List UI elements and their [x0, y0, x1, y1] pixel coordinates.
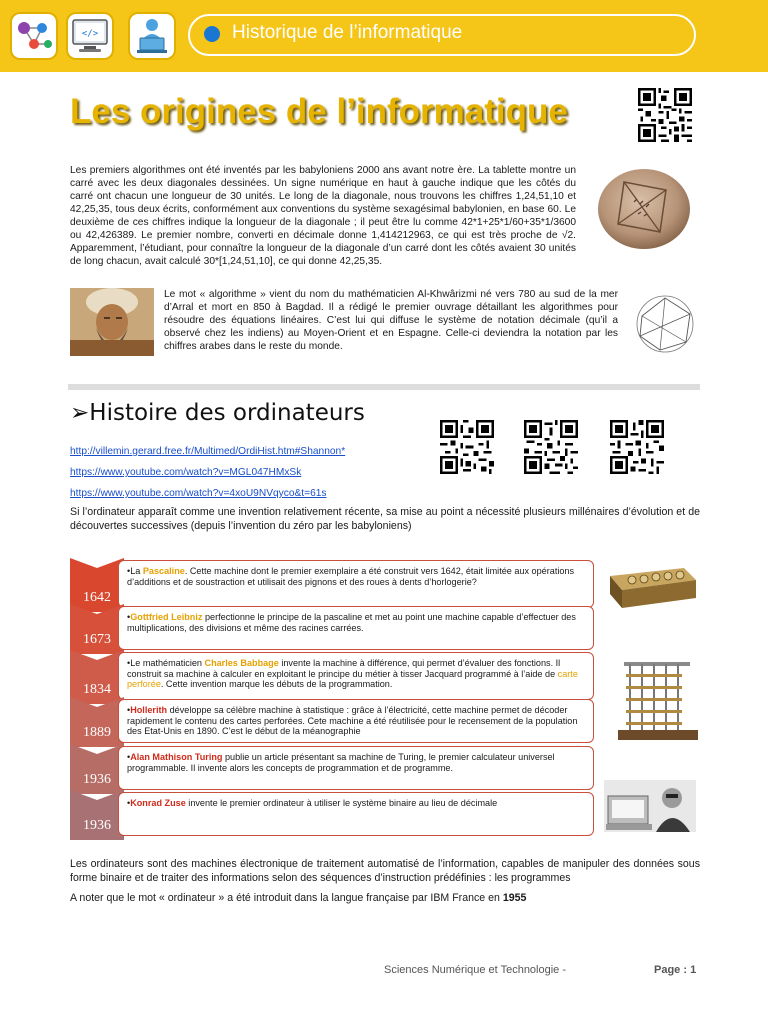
section-divider [68, 384, 700, 390]
timeline-year-4 [70, 744, 124, 794]
timeline-entry-name: Charles Babbage [204, 658, 279, 668]
closing-note-text: A noter que le mot « ordinateur » a été introduit dans la langue française par IBM France en [70, 892, 503, 904]
timeline-entry-text: invente la machine à différence, qui permet d’évaluer des fonctions. Il construit sa machine à calculer en exploitant le principe du métier à tisser Jacquard programmé à l’aide de carte perforée. Cette invention marque les débuts de la programmation. [127, 658, 578, 690]
qr-code-icon[interactable] [440, 420, 494, 474]
timeline-entry-name: Hollerith [130, 705, 168, 715]
timeline-year-2 [70, 650, 124, 704]
closing-paragraph: Les ordinateurs sont des machines électronique de traitement automatisé de l’information, capables de manipuler des données sous forme binaire et de traiter des informations selon des séquences d’instruction prédéfinies : les programmes [70, 858, 700, 884]
link-youtube-2[interactable]: https://www.youtube.com/watch?v=4xoU9NVqyco&t=61s [70, 488, 327, 499]
footer-course: Sciences Numérique et Technologie - [384, 964, 567, 976]
network-icon[interactable] [10, 12, 58, 60]
arrow-icon: ➢ [70, 400, 90, 426]
bullet-icon: • [127, 566, 131, 576]
timeline-year-3 [70, 697, 124, 747]
timeline-entry-prefix: La [130, 566, 143, 576]
section-heading-text: Histoire des ordinateurs [89, 400, 365, 426]
link-youtube-1[interactable]: https://www.youtube.com/watch?v=MGL047HMxSk [70, 467, 302, 478]
footer-page-number: Page : 1 [654, 964, 697, 976]
timeline-entry-name: Gottfried Leibniz [130, 612, 203, 622]
difference-engine-image [614, 656, 700, 744]
timeline-entry [118, 792, 594, 836]
timeline-year-label: 1936 [83, 772, 111, 787]
qr-code-icon[interactable] [524, 420, 578, 474]
closing-note [70, 892, 700, 906]
intro-paragraph: Les premiers algorithmes ont été inventés par les babyloniens 2000 ans avant notre ère. La tablette montre un carré avec les deux diagonales dessinées. Un signe numérique en haut à gauche indique que les côtés du carré ont chacun une longueur de 30 unités. Le long de la diagonale, nous trouvons les chiffres 1,24,51,10 et 42,25,35, tous deux écrits, conformément aux conventions du système sexagésimal babylonien, en base 60. Le deuxième de ces chiffres indique la longueur de la diagonale ; il peut être lu comme 42*1+25*1/60+35*1/3600 ou 42,426389. Le premier nombre, converti en décimale donne 1,414212963, ce qui est très proche de √2. Apparemment, l’étudiant, pour connaître la longueur de la diagonale d’un carré dont les côtés avaient 30 unités de long chacun, avait calculé 30*[1,24,51,10], ce qui donne 42,25,35. [70, 165, 576, 267]
section-heading [70, 400, 365, 426]
timeline-year-label: 1834 [83, 682, 111, 697]
qr-code-icon[interactable] [610, 420, 664, 474]
pascaline-image [604, 558, 700, 610]
highlight-term: carte perforée [127, 668, 578, 690]
bullet-dot-icon [204, 26, 220, 42]
code-screen-icon[interactable] [66, 12, 114, 60]
konrad-zuse-photo [604, 780, 696, 832]
timeline-entry-name: Konrad Zuse [130, 798, 186, 808]
timeline-entry [118, 606, 594, 650]
timeline-entry-name: Alan Mathison Turing [130, 752, 223, 762]
timeline-year-1 [70, 604, 124, 654]
bullet-icon: • [127, 705, 131, 715]
babylonian-tablet-image [594, 164, 694, 254]
timeline-entry [118, 699, 594, 743]
timeline-year-label: 1889 [83, 725, 111, 740]
timeline-entry-name: Pascaline [142, 566, 185, 576]
timeline-entry [118, 652, 594, 700]
timeline-year-label: 1936 [83, 818, 111, 833]
timeline-entry [118, 560, 594, 608]
timeline-year-label: 1673 [83, 632, 111, 647]
al-khwarizmi-portrait [70, 288, 154, 356]
page-title: Les origines de l’informatique [70, 92, 568, 131]
svg-text:</>: </> [81, 29, 99, 39]
timeline-entry-text: . Cette machine dont le premier exemplaire a été construit vers 1642, était limitée aux opérations d’additions et de soustraction et utilisait des pignons et des roues à dents d’horlogerie? [127, 566, 575, 587]
closing-note-year: 1955 [502, 892, 527, 904]
qr-code-icon[interactable] [638, 88, 692, 142]
timeline-year-5 [70, 790, 124, 840]
link-villemin[interactable]: http://villemin.gerard.free.fr/Multimed/OrdiHist.htm#Shannon* [70, 446, 346, 457]
header-title: Historique de l’informatique [232, 22, 463, 43]
timeline-entry-text: perfectionne le principe de la pascaline et met au point une machine capable d’effectuer des multiplications, des divisions et même des racines carrées. [127, 612, 576, 633]
bullet-icon: • [127, 752, 131, 762]
person-computer-icon[interactable] [128, 12, 176, 60]
algorithm-paragraph: Le mot « algorithme » vient du nom du mathématicien Al-Khwârizmi né vers 780 au sud de la mer d’Arral et mort en 850 à Bagdad. Il a rédigé le premier ouvrage détaillant les algorithmes pour résoudre des équations linéaires. C’est lui qui diffuse le système de notation décimale (qu’il a observé chez les indiens) au Moyen-Orient et en Espagne. Celle-ci deviendra la notation par les chiffres arabes dans le reste du monde. [164, 289, 618, 352]
timeline-entry-prefix: Le mathématicien [130, 658, 205, 668]
bullet-icon: • [127, 798, 131, 808]
bullet-icon: • [127, 612, 131, 622]
timeline-year-label: 1642 [83, 590, 111, 605]
timeline-entry [118, 746, 594, 790]
timeline-entry-text: publie un article présentant sa machine de Turing, le premier calculateur universel programmable. Il invente alors les concepts de programmation et de programme. [127, 752, 555, 773]
timeline-entry-text: invente le premier ordinateur à utiliser le système binaire au lieu de décimale [185, 798, 498, 808]
computer-intro-paragraph: Si l’ordinateur apparaît comme une invention relativement récente, sa mise au point a nécessité plusieurs millénaires d’évolution et de découvertes successives (depuis l’invention du zéro par les babyloniens) [70, 506, 700, 532]
bullet-icon: • [127, 658, 131, 668]
timeline-entry-text: développe sa célèbre machine à statistique : grâce à l’électricité, cette machine permet de décoder rapidement le contenu des cartes perforées. Cete machine a été réutilisée pour le recensement de la population des Etat-Unis en 1890. C’est le début de la méanographie [127, 705, 578, 737]
header-title-pill[interactable] [188, 14, 696, 56]
geometry-sketch-image [630, 292, 700, 356]
